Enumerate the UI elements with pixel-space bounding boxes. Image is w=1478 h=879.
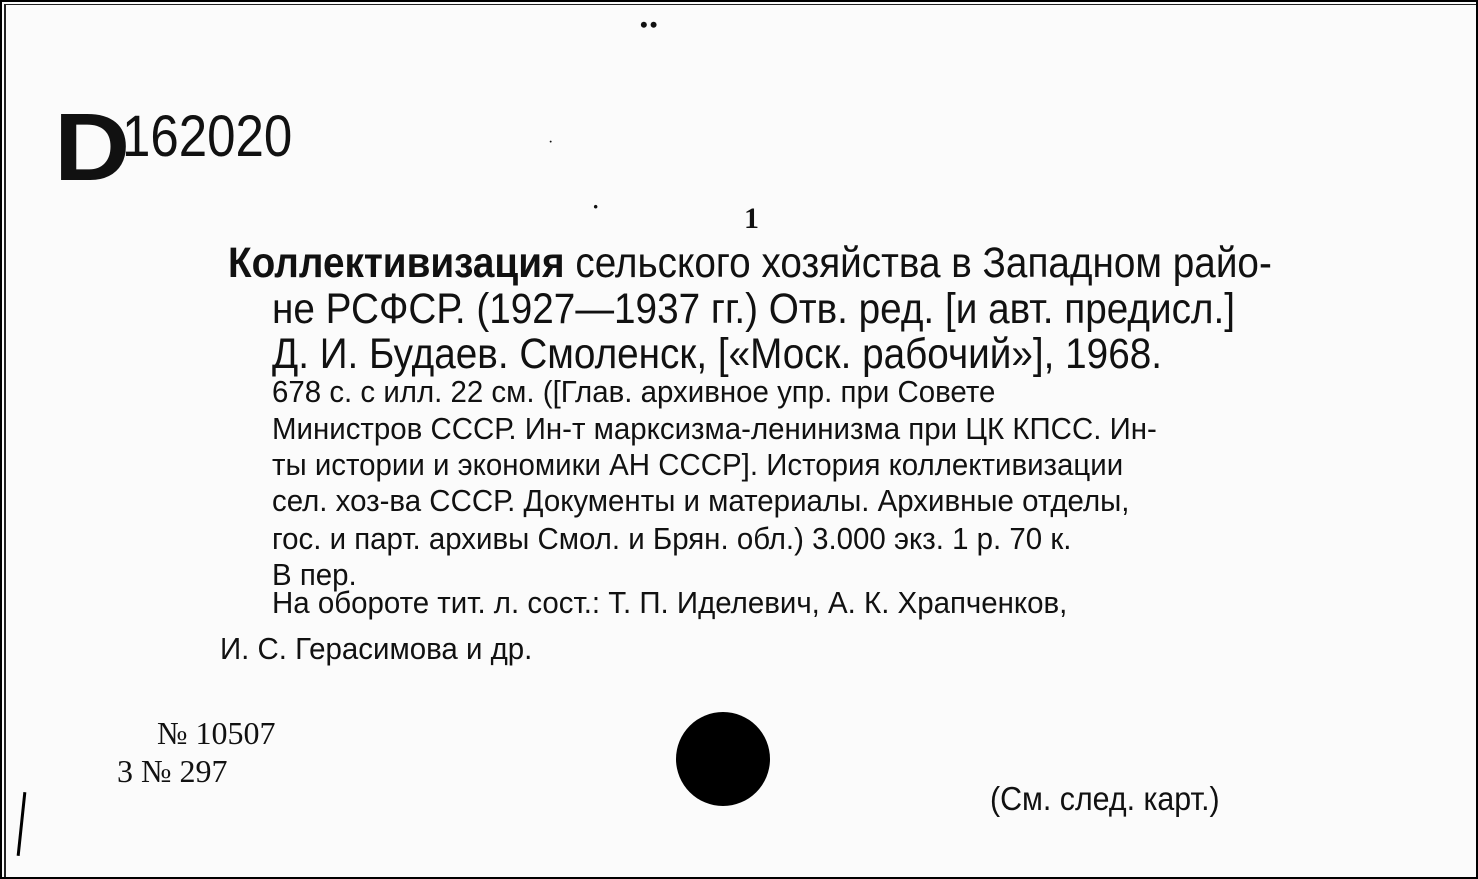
title-line-3: Д. И. Будаев. Смоленск, [«Моск. рабочий»], 1968. xyxy=(272,330,1162,378)
description-line: В пер. xyxy=(272,557,357,592)
description-line: ты истории и экономики АН СССР]. История коллективизации xyxy=(272,447,1124,482)
order-number: 3 № 297 xyxy=(117,753,228,789)
stray-mark: · xyxy=(592,194,600,219)
punch-hole xyxy=(676,712,770,806)
note-line: И. С. Герасимова и др. xyxy=(220,631,533,666)
note-line: На обороте тит. л. сост.: Т. П. Иделевич, А. К. Храпченков, xyxy=(272,585,1068,620)
top-marks: •• xyxy=(640,12,660,37)
call-number-digits: 162020 xyxy=(122,104,293,169)
description-line: 678 с. с илл. 22 см. ([Глав. архивное упр. при Совете xyxy=(272,374,996,409)
description-line: Министров СССР. Ин-т марксизма-ленинизма при ЦК КПСС. Ин- xyxy=(272,411,1157,446)
accession-number: № 10507 xyxy=(157,715,276,751)
stray-mark: · xyxy=(548,134,554,151)
title-line-1-rest: сельского хозяйства в Западном райо- xyxy=(564,239,1272,287)
volume-number: 1 xyxy=(744,202,759,235)
description-line: сел. хоз-ва СССР. Документы и материалы. Архивные отделы, xyxy=(272,483,1130,518)
title-heading-word: Коллективизация xyxy=(228,239,565,287)
title-line-2: не РСФСР. (1927—1937 гг.) Отв. ред. [и авт. предисл.] xyxy=(272,285,1236,333)
call-number-letter: D xyxy=(54,94,131,201)
description-line: гос. и парт. архивы Смол. и Брян. обл.) 3.000 экз. 1 р. 70 к. xyxy=(272,521,1072,556)
continuation-note: (См. след. карт.) xyxy=(990,780,1220,817)
title-line-1 xyxy=(228,240,1272,286)
